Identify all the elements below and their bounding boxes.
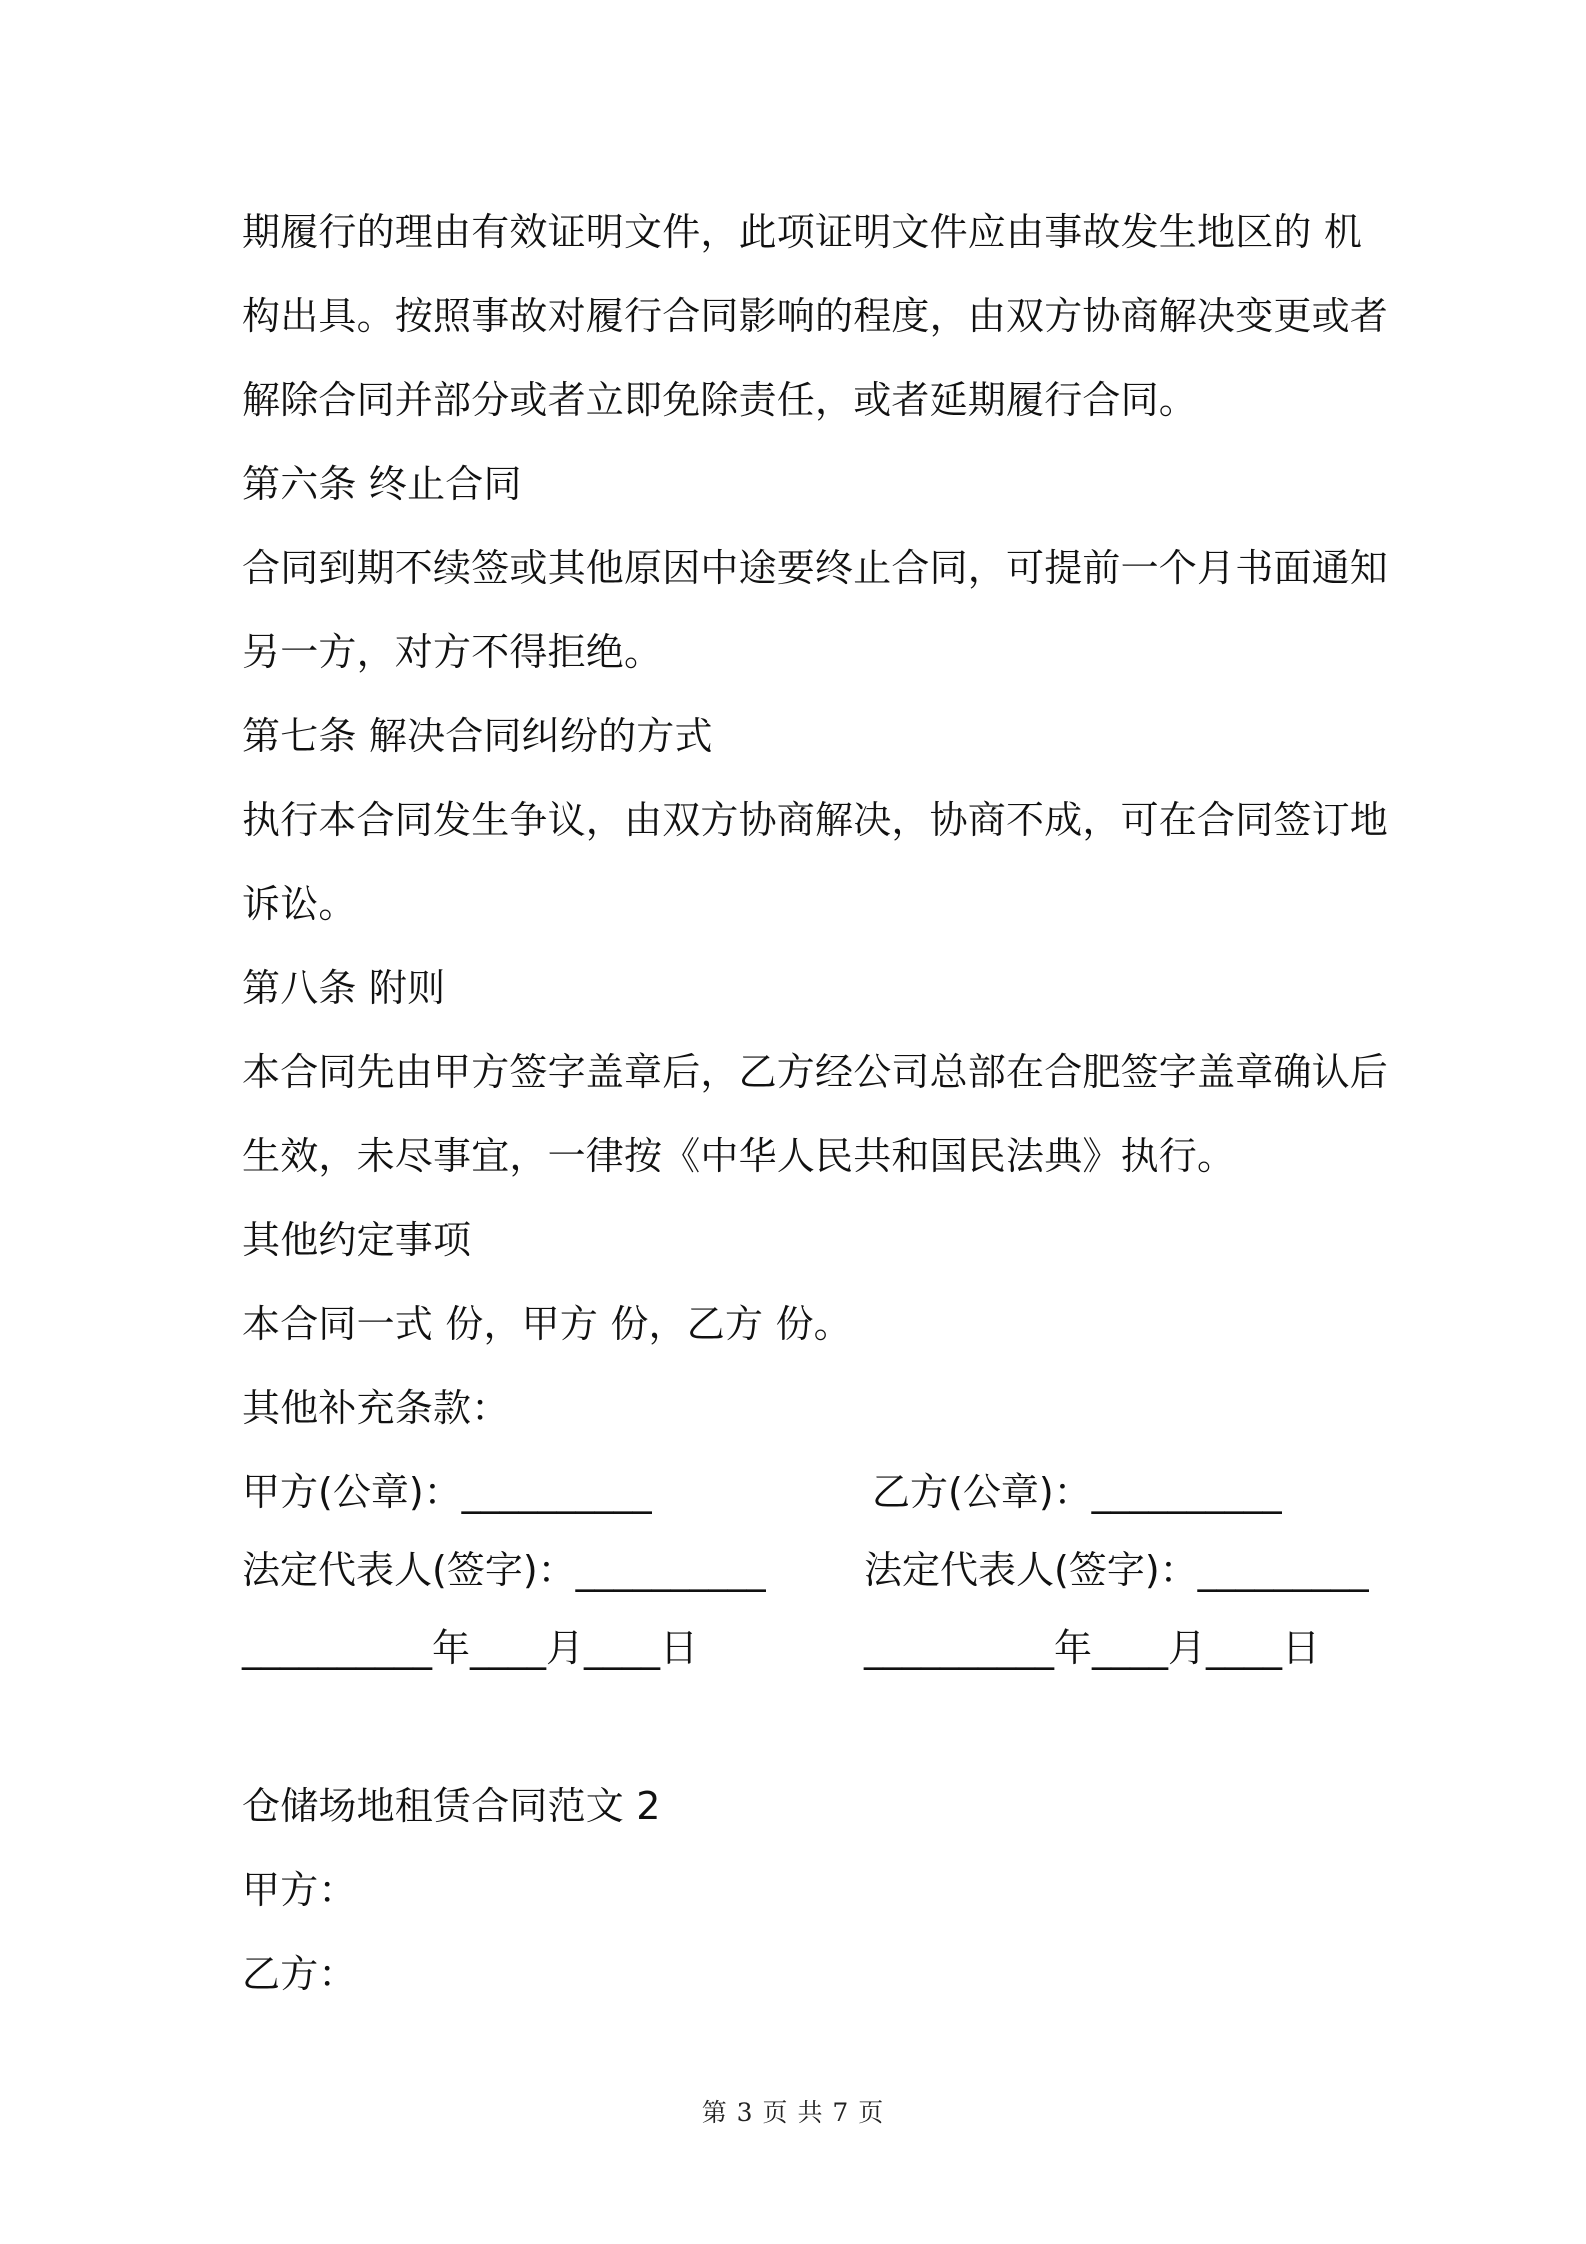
paragraph-line-1: 期履行的理由有效证明文件，此项证明文件应由事故发生地区的 机	[242, 210, 1363, 254]
article7-body-line-1: 执行本合同发生争议，由双方协商解决，协商不成，可在合同签订地	[242, 798, 1389, 842]
party-a-label: 甲方：	[242, 1868, 357, 1912]
article6-title: 第六条 终止合同	[242, 462, 522, 506]
next-contract-title: 仓储场地租赁合同范文 2	[242, 1784, 661, 1828]
party-b-date-line: __________年____月____日	[864, 1626, 1321, 1670]
party-a-date-line: __________年____月____日	[242, 1626, 699, 1670]
other-agreements-title: 其他约定事项	[242, 1218, 472, 1262]
copies-line: 本合同一式 份，甲方 份，乙方 份。	[242, 1302, 852, 1346]
paragraph-line-3: 解除合同并部分或者立即免除责任，或者延期履行合同。	[242, 378, 1198, 422]
party-b-seal-line: 乙方(公章)：__________	[872, 1470, 1282, 1514]
party-b-label: 乙方：	[242, 1952, 357, 1996]
page-footer: 第 3 页 共 7 页	[701, 2098, 885, 2127]
article6-body-line-2: 另一方，对方不得拒绝。	[242, 630, 663, 674]
article8-body-line-2: 生效，未尽事宜，一律按《中华人民共和国民法典》执行。	[242, 1134, 1236, 1178]
party-b-representative-line: 法定代表人(签字)：_________	[864, 1548, 1369, 1592]
article7-title: 第七条 解决合同纠纷的方式	[242, 714, 713, 758]
party-a-seal-line: 甲方(公章)：__________	[242, 1470, 652, 1514]
party-a-representative-line: 法定代表人(签字)：__________	[242, 1548, 766, 1592]
article6-body-line-1: 合同到期不续签或其他原因中途要终止合同，可提前一个月书面通知	[242, 546, 1389, 590]
article8-body-line-1: 本合同先由甲方签字盖章后，乙方经公司总部在合肥签字盖章确认后	[242, 1050, 1389, 1094]
article7-body-line-2: 诉讼。	[242, 882, 357, 926]
supplement-title: 其他补充条款：	[242, 1386, 510, 1430]
paragraph-line-2: 构出具。按照事故对履行合同影响的程度，由双方协商解决变更或者	[242, 294, 1389, 338]
article8-title: 第八条 附则	[242, 966, 446, 1010]
